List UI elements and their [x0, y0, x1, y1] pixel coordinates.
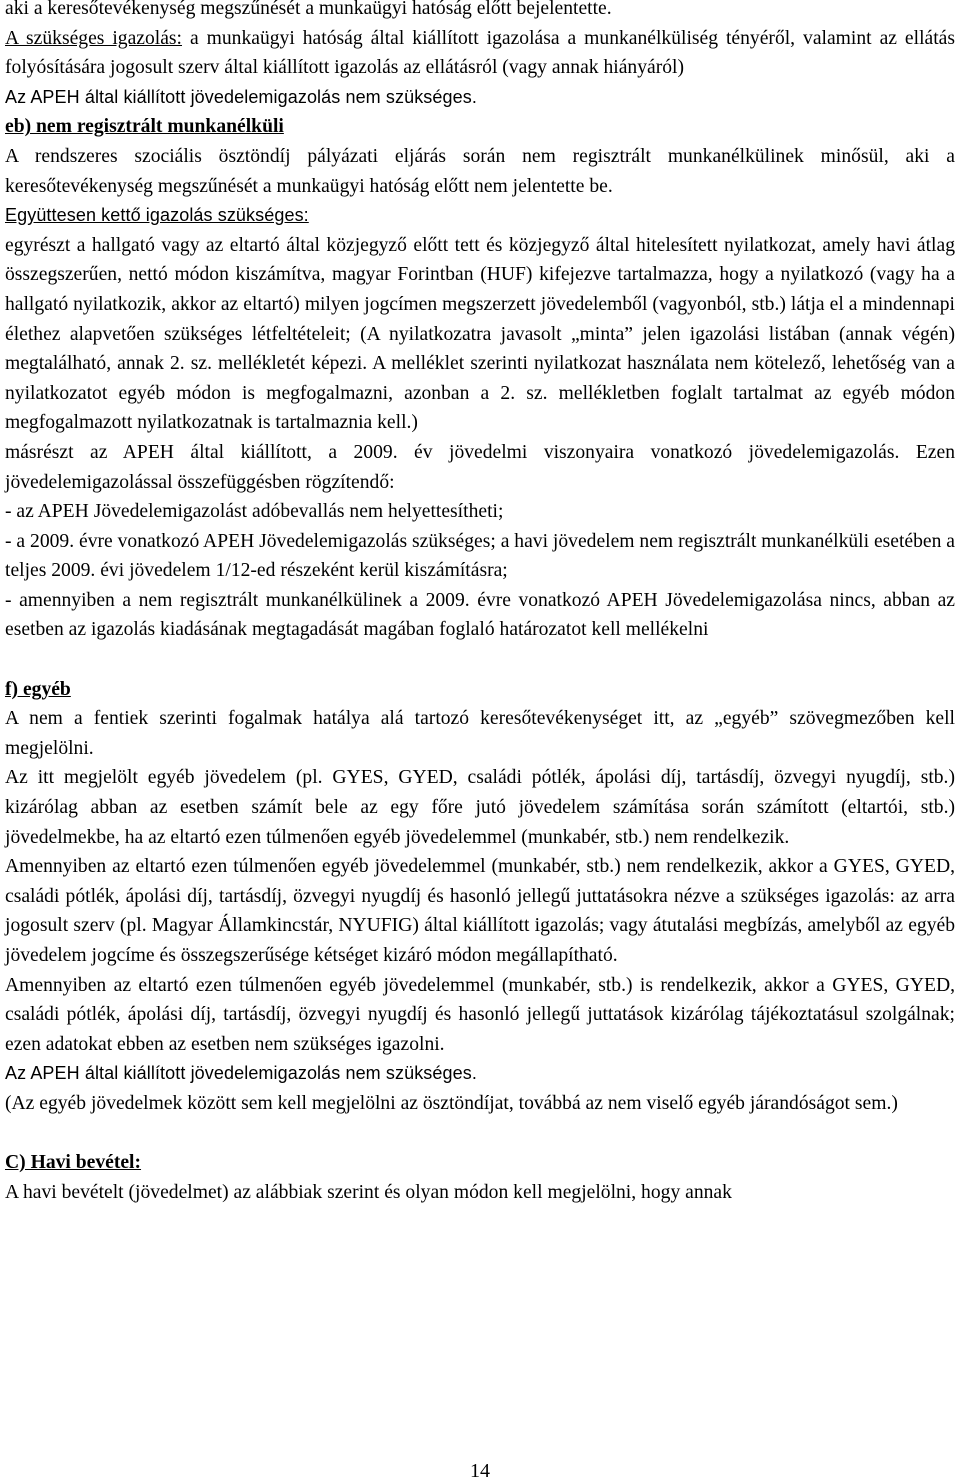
apeh-not-required-note-2: Az APEH által kiállított jövedelemigazolás nem szükséges. — [5, 1063, 477, 1084]
paragraph-required-certificate — [5, 24, 955, 83]
paragraph-no-other-income: Amennyiben az eltartó ezen túlmenően egyéb jövedelemmel (munkabér, stb.) nem rendelkezik, akkor a GYES, GYED, családi pótlék, ápolási díj, tartásdíj, özvegyi nyugdíj és hasonló jellegű juttatásokra nézve a szükséges igazolás: az arra jogosult szerv (pl. Magyar Államkincstár, NYUFIG) által kiállított igazolás; vagy átutalási megbízás, amelyből az egyéb jövedelem jogcíme és összegszerűsége kétséget kizáró módon megállapítható. — [5, 856, 955, 966]
paragraph-scholarship-note: (Az egyéb jövedelmek között sem kell megjelölni az ösztöndíjat, továbbá az nem viselő egyéb járandóságot sem.) — [5, 1092, 898, 1114]
section-heading-f: f) egyéb — [5, 678, 71, 700]
paragraph-monthly-income: A havi bevételt (jövedelmet) az alábbiak szerint és olyan módon kell megjelölni, hogy annak — [5, 1181, 732, 1203]
paragraph-notarial-declaration: egyrészt a hallgató vagy az eltartó által közjegyző előtt tett és közjegyző által hitelesített nyilatkozat, amely havi átlag összegszerűen, nettó módon kiszámítva, magyar Forintban (HUF) kifejezve tartalmazza, hogy a nyilatkozó (vagy ha a hallgató nyilatkozik, akkor az eltartó) milyen jogcímen megszerzett jövedelemből (vagyonból, stb.) látja el a mindennapi élethez alapvetően szükséges létfeltételeit; (A nyilatkozatra javasolt „minta” jelen igazolási listában (annak végén) megtalálható, annak 2. sz. mellékletét képezi. A melléklet szerinti nyilatkozat használata nem kötelező, lehetőség van a nyilatkozatot egyéb módon is megfogalmazni, azonban a 2. sz. mellékletben foglalt tartalmat az egyéb módon megfogalmazott nyilatkozatnak is tartalmaznia kell.) — [5, 234, 955, 434]
paragraph-other-field: A nem a fentiek szerinti fogalmak hatálya alá tartozó keresőtevékenységet itt, az „egyéb” szövegmezőben kell megjelölni. — [5, 708, 955, 759]
list-item-2009-certificate: - a 2009. évre vonatkozó APEH Jövedelemigazolás szükséges; a havi jövedelem nem regisztrált munkanélküli esetében a teljes 2009. évi jövedelem 1/12-ed részeként kerül kiszámításra; — [5, 530, 955, 582]
document-page — [5, 0, 955, 1207]
paragraph-unregistered-definition: A rendszeres szociális ösztöndíj pályázati eljárás során nem regisztrált munkanélkülinek minősül, aki a keresőtevékenység megszűnését a munkaügyi hatóság előtt nem jelentette be. — [5, 145, 955, 197]
paragraph-other-income: Az itt megjelölt egyéb jövedelem (pl. GYES, GYED, családi pótlék, ápolási díj, tartásdíj, özvegyi nyugdíj, stb.) kizárólag abban az esetben számít bele az egy főre jutó jövedelem számítása során számított (eltartói, stb.) jövedelmekbe, ha az eltartó ezen túlmenően egyéb jövedelemmel (munkabér, stb.) nem rendelkezik. — [5, 767, 955, 848]
spacer — [5, 1119, 955, 1149]
apeh-not-required-note: Az APEH által kiállított jövedelemigazolás nem szükséges. — [5, 86, 477, 107]
required-certificate-label: A szükséges igazolás: — [5, 27, 182, 49]
paragraph-apeh-income-certificate: másrészt az APEH által kiállított, a 2009. év jövedelmi viszonyaira vonatkozó jövedelemigazolás. Ezen jövedelemigazolással összefüggésben rögzítendő: — [5, 441, 955, 493]
section-heading-c: C) Havi bevétel: — [5, 1152, 142, 1174]
page-number: 14 — [470, 1460, 490, 1482]
paragraph-intro-line: aki a keresőtevékenység megszűnését a munkaügyi hatóság előtt bejelentette. — [5, 0, 612, 19]
list-item-tax-return: - az APEH Jövedelemigazolást adóbevallás nem helyettesítheti; — [5, 501, 504, 523]
paragraph-has-other-income: Amennyiben az eltartó ezen túlmenően egyéb jövedelemmel (munkabér, stb.) is rendelkezik, akkor a GYES, GYED, családi pótlék, ápolási díj, tartásdíj, özvegyi nyugdíj és hasonló jellegű juttatások kizárólag tájékoztatásul szolgálnak; ezen adatokat ebben az esetben nem szükséges igazolni. — [5, 974, 955, 1055]
section-heading-eb: eb) nem regisztrált munkanélküli — [5, 116, 284, 138]
required-certificate-text: a munkaügyi hatóság által kiállított igazolása a munkanélküliség tényéről, valamint az ellátás folyósítására jogosult szerv által kiállított igazolás az ellátásról (vagy annak hiányáról) — [5, 27, 955, 79]
list-item-missing-certificate: - amennyiben a nem regisztrált munkanélkülinek a 2009. évre vonatkozó APEH Jövedelemigazolása nincs, abban az esetben az igazolás kiadásának megtagadását magában foglaló határozatot kell mellékelni — [5, 589, 955, 641]
two-certificates-label: Együttesen kettő igazolás szükséges: — [5, 205, 309, 226]
spacer — [5, 645, 955, 675]
